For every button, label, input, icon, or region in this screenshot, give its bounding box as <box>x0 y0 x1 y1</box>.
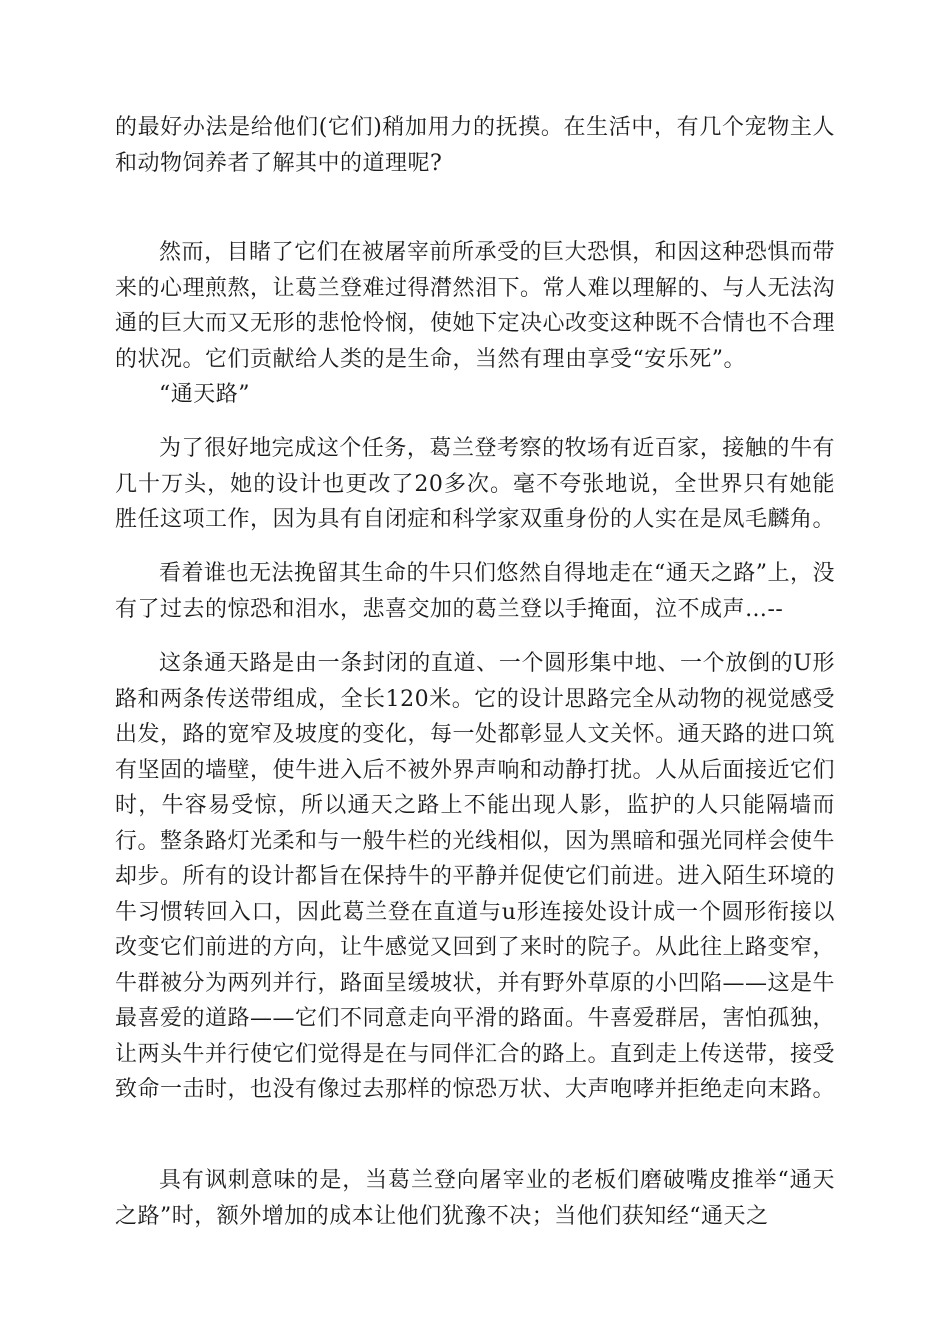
paragraph: 具有讽刺意味的是，当葛兰登向屠宰业的老板们磨破嘴皮推举“通天之路”时，额外增加的成本让他们犹豫不决；当他们获知经“通天之 <box>115 1168 835 1229</box>
paragraph: 然而，目睹了它们在被屠宰前所承受的巨大恐惧，和因这种恐惧而带来的心理煎熬，让葛兰登难过得潸然泪下。常人难以理解的、与人无法沟通的巨大而又无形的悲怆怜悯，使她下定决心改变这种既不合情也不合理的状况。它们贡献给人类的是生命，当然有理由享受“安乐死”。 <box>115 240 836 372</box>
paragraph: 看着谁也无法挽留其生命的牛只们悠然自得地走在“通天之路”上，没有了过去的惊恐和泪水，悲喜交加的葛兰登以手掩面，泣不成声…-- <box>115 561 835 622</box>
paragraph-continuation: 的最好办法是给他们(它们)稍加用力的抚摸。在生活中，有几个宠物主人和动物饲养者了解其中的道理呢? <box>115 115 835 176</box>
paragraph: 这条通天路是由一条封闭的直道、一个圆形集中地、一个放倒的U形路和两条传送带组成，全长120米。它的设计思路完全从动物的视觉感受出发，路的宽窄及坡度的变化，每一处都彰显人文关怀。通天路的进口筑有坚固的墙壁，使牛进入后不被外界声响和动静打扰。人从后面接近它们时，牛容易受惊，所以通天之路上不能出现人影，监护的人只能隔墙而行。整条路灯光柔和与一般牛栏的光线相似，因为黑暗和强光同样会使牛却步。所有的设计都旨在保持牛的平静并促使它们前进。进入陌生环境的牛习惯转回入口，因此葛兰登在直道与u形连接处设计成一个圆形衔接以改变它们前进的方向，让牛感觉又回到了来时的院子。从此往上路变窄，牛群被分为两列并行，路面呈缓坡状，并有野外草原的小凹陷——这是牛最喜爱的道路——它们不同意走向平滑的路面。牛喜爱群居，害怕孤独，让两头牛并行使它们觉得是在与同伴汇合的路上。直到走上传送带，接受致命一击时，也没有像过去那样的惊恐万状、大声咆哮并拒绝走向末路。 <box>115 651 836 1102</box>
paragraph: 为了很好地完成这个任务，葛兰登考察的牧场有近百家，接触的牛有几十万头，她的设计也更改了20多次。毫不夸张地说，全世界只有她能胜任这项工作，因为具有自闭症和科学家双重身份的人实在是凤毛麟角。 <box>115 436 836 532</box>
section-heading: “通天路” <box>159 382 250 407</box>
